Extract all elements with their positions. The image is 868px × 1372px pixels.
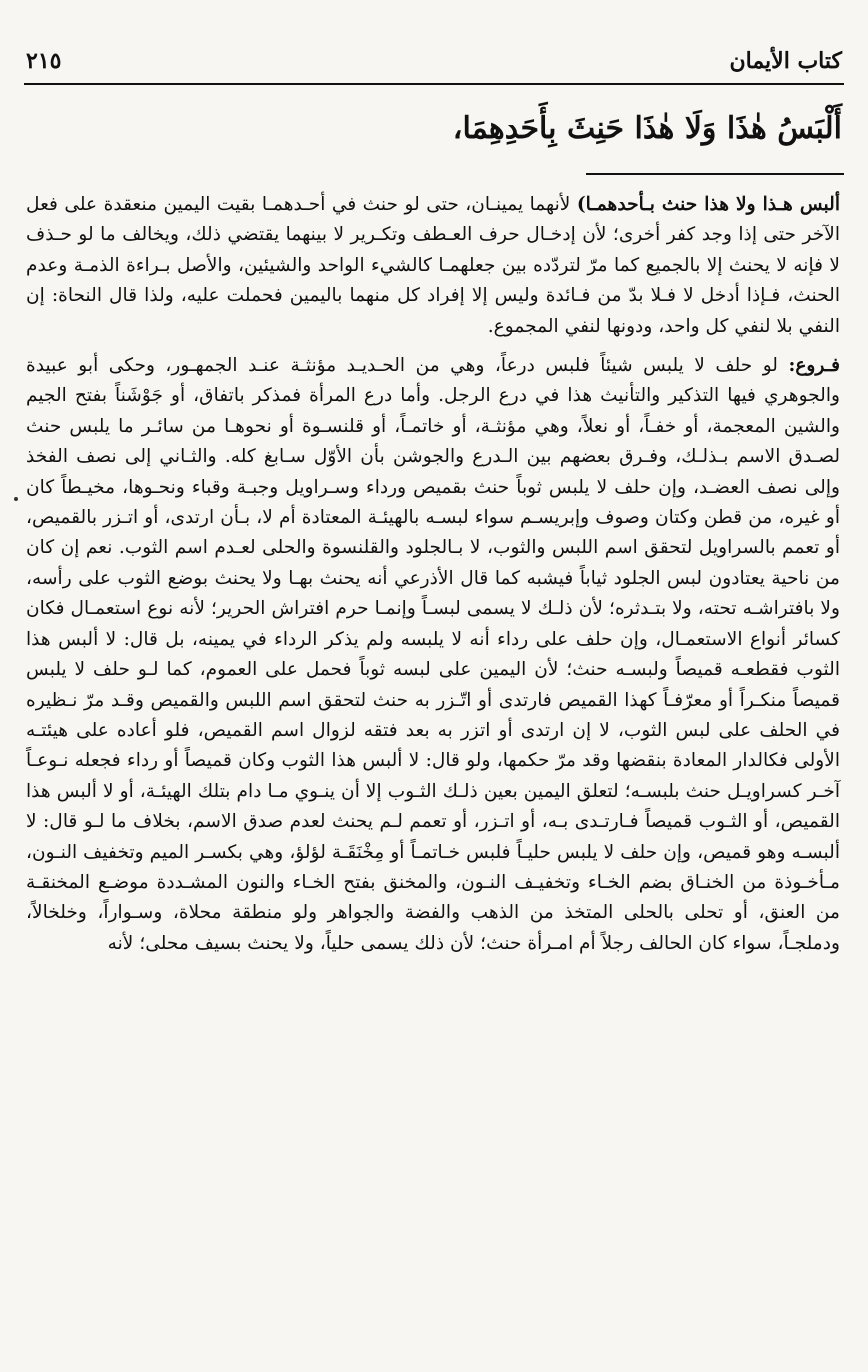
paragraph-lead: ألبس هـذا ولا هذا حنث بـأحدهمـا) [576, 194, 840, 215]
chapter-title: كتاب الأيمان [729, 48, 842, 74]
header-rule [24, 83, 844, 85]
commentary-body [26, 190, 840, 959]
margin-dot [14, 497, 18, 501]
paragraph-text: لأنهما يمينـان، حتى لو حنث في أحـدهمـا بقيت اليمين منعقدة على فعل الآخر حتى إذا وجد كفر أخرى؛ لأن إدخـال حرف العـطف وتكـرير لا بينهما يقتضي ذلك، ويخالف ما لو حـذف لا فإنه لا يحنث إلا بالجميع كما مرّ لتردّده بين جعلهمـا كالشيء الواحد والشيئين، والأصل بـراءة الذمـة وعدم الحنث، فـإذا أدخل لا فـلا بدّ من فـائدة وليس إلا إفراد كل منهما باليمين فحملت عليه، ولذا قال النحاة: إن النفي بلا لنفي كل واحد، ودونها لنفي المجموع. [26, 194, 840, 337]
paragraph-text: لو حلف لا يلبس شيئاً فلبس درعاً، وهي من الحـديـد مؤنثـة عنـد الجمهـور، وحكى أبو عبيدة والجوهري فيها التذكير والتأنيث هذا في درع الرجل. وأما درع المرأة فمذكر باتفاق، أو جَوْشَناً بفتح الجيم والشين المعجمة، أو خفـاً، أو نعلاً، وهي مؤنثـة، أو خاتمـاً، أو قلنسـوة أو نحوهـا من سائـر ما يلبس حنث لصـدق الاسم بـذلـك، وفـرق بعضهم بين الـدرع والجوشن بأن الأوّل سـابغ كله. والثـاني إلى نصف الفخذ وإلى نصف العضـد، وإن حلف لا يلبس ثوباً حنث بقميص ورداء وسـراويل وجبـة وقباء ونحـوها، مخيـطاً كان أو غيره، من قطن وكتان وصوف وإبريسـم سواء لبسـه بالهيئـة المعتادة أم لا، بـأن ارتدى، أو اتـزر بالقميص، أو تعمم بالسراويل لتحقق اسم اللبس والثوب، لا بـالجلود والقلنسوة والحلى لعـدم اسم الثوب. نعم إن كان من ناحية يعتادون لبس الجلود ثياباً فيشبه كما قال الأذرعي أنه يحنث بهـا ولا يحنث بوضع الثوب على رأسه، ولا بافتراشـه تحته، ولا بتـدثره؛ لأن ذلـك لا يسمى لبسـاً وإنمـا حرم افتراش الحرير؛ لأنه نوع استعمـال فكان كسائر أنواع الاستعمـال، وإن حلف على رداء أنه لا يلبسه ولم يذكر الرداء في يمينه، بل قال: لا ألبس هذا الثوب فقطعـه قميصاً ولبسـه حنث؛ لأن اليمين على لبسه ثوباً فحمل على العموم، كما لـو حلف لا يلبس قميصاً منكـراً أو معرّفـاً كهذا القميص فارتدى أو اتّـزر به حنث لتحقق اسم اللبس والقميص وقـد مرّ نـظيره في الحلف على لبس الثوب، لا إن ارتدى أو اتزر به بعد فتقه لزوال اسم القميص، فلو أعاده على هيئتـه الأولى فكالدار المعادة بنقضها وقد مرّ حكمها، ولو قال: لا ألبس هذا الثوب وكان قميصاً أو رداء فجعله نـوعـاً آخـر كسراويـل حنث بلبسـه؛ لتعلق اليمين بعين ذلـك الثـوب إلا أن ينـوي مـا دام بتلك الهيئـة، أو لا ألبس هذا القميص، أو الثـوب قميصاً فـارتـدى بـه، أو اتـزر، أو تعمم لـم يحنث لعدم صدق الاسم، بخلاف ما لـو قال: لا ألبسـه وهو قميص، وإن حلف لا يلبس حليـاً فلبس خـاتمـاً أو مِخْنَقَـة لؤلؤ، وهي بكسـر الميم وتخفيف النـون، مـأخـوذة من الخنـاق بضم الخـاء وتخفيـف النـون، والمخنق بفتح الخـاء والنون المشـددة موضـع المخنقـة من العنق، أو تحلى بالحلى المتخذ من الذهب والفضة والجواهر ولو منطقة محلاة، وسـواراً، وخلخالاً، ودملجـاً، سواء كان الحالف رجلاً أم امـرأة حنث؛ لأن ذلك يسمى حلياً، ولا يحنث بسيف محلى؛ لأنه [26, 355, 840, 954]
verse-text: أَلْبَسُ هٰذَا وَلَا هٰذَا حَنِثَ بِأَحَدِهِمَا، [452, 111, 842, 146]
verse-rule [586, 173, 844, 175]
paragraph [26, 351, 840, 959]
running-header [26, 40, 842, 82]
paragraph [26, 190, 840, 342]
page-number: ٢١٥ [26, 48, 62, 74]
paragraph-lead: فـروع: [788, 355, 840, 377]
